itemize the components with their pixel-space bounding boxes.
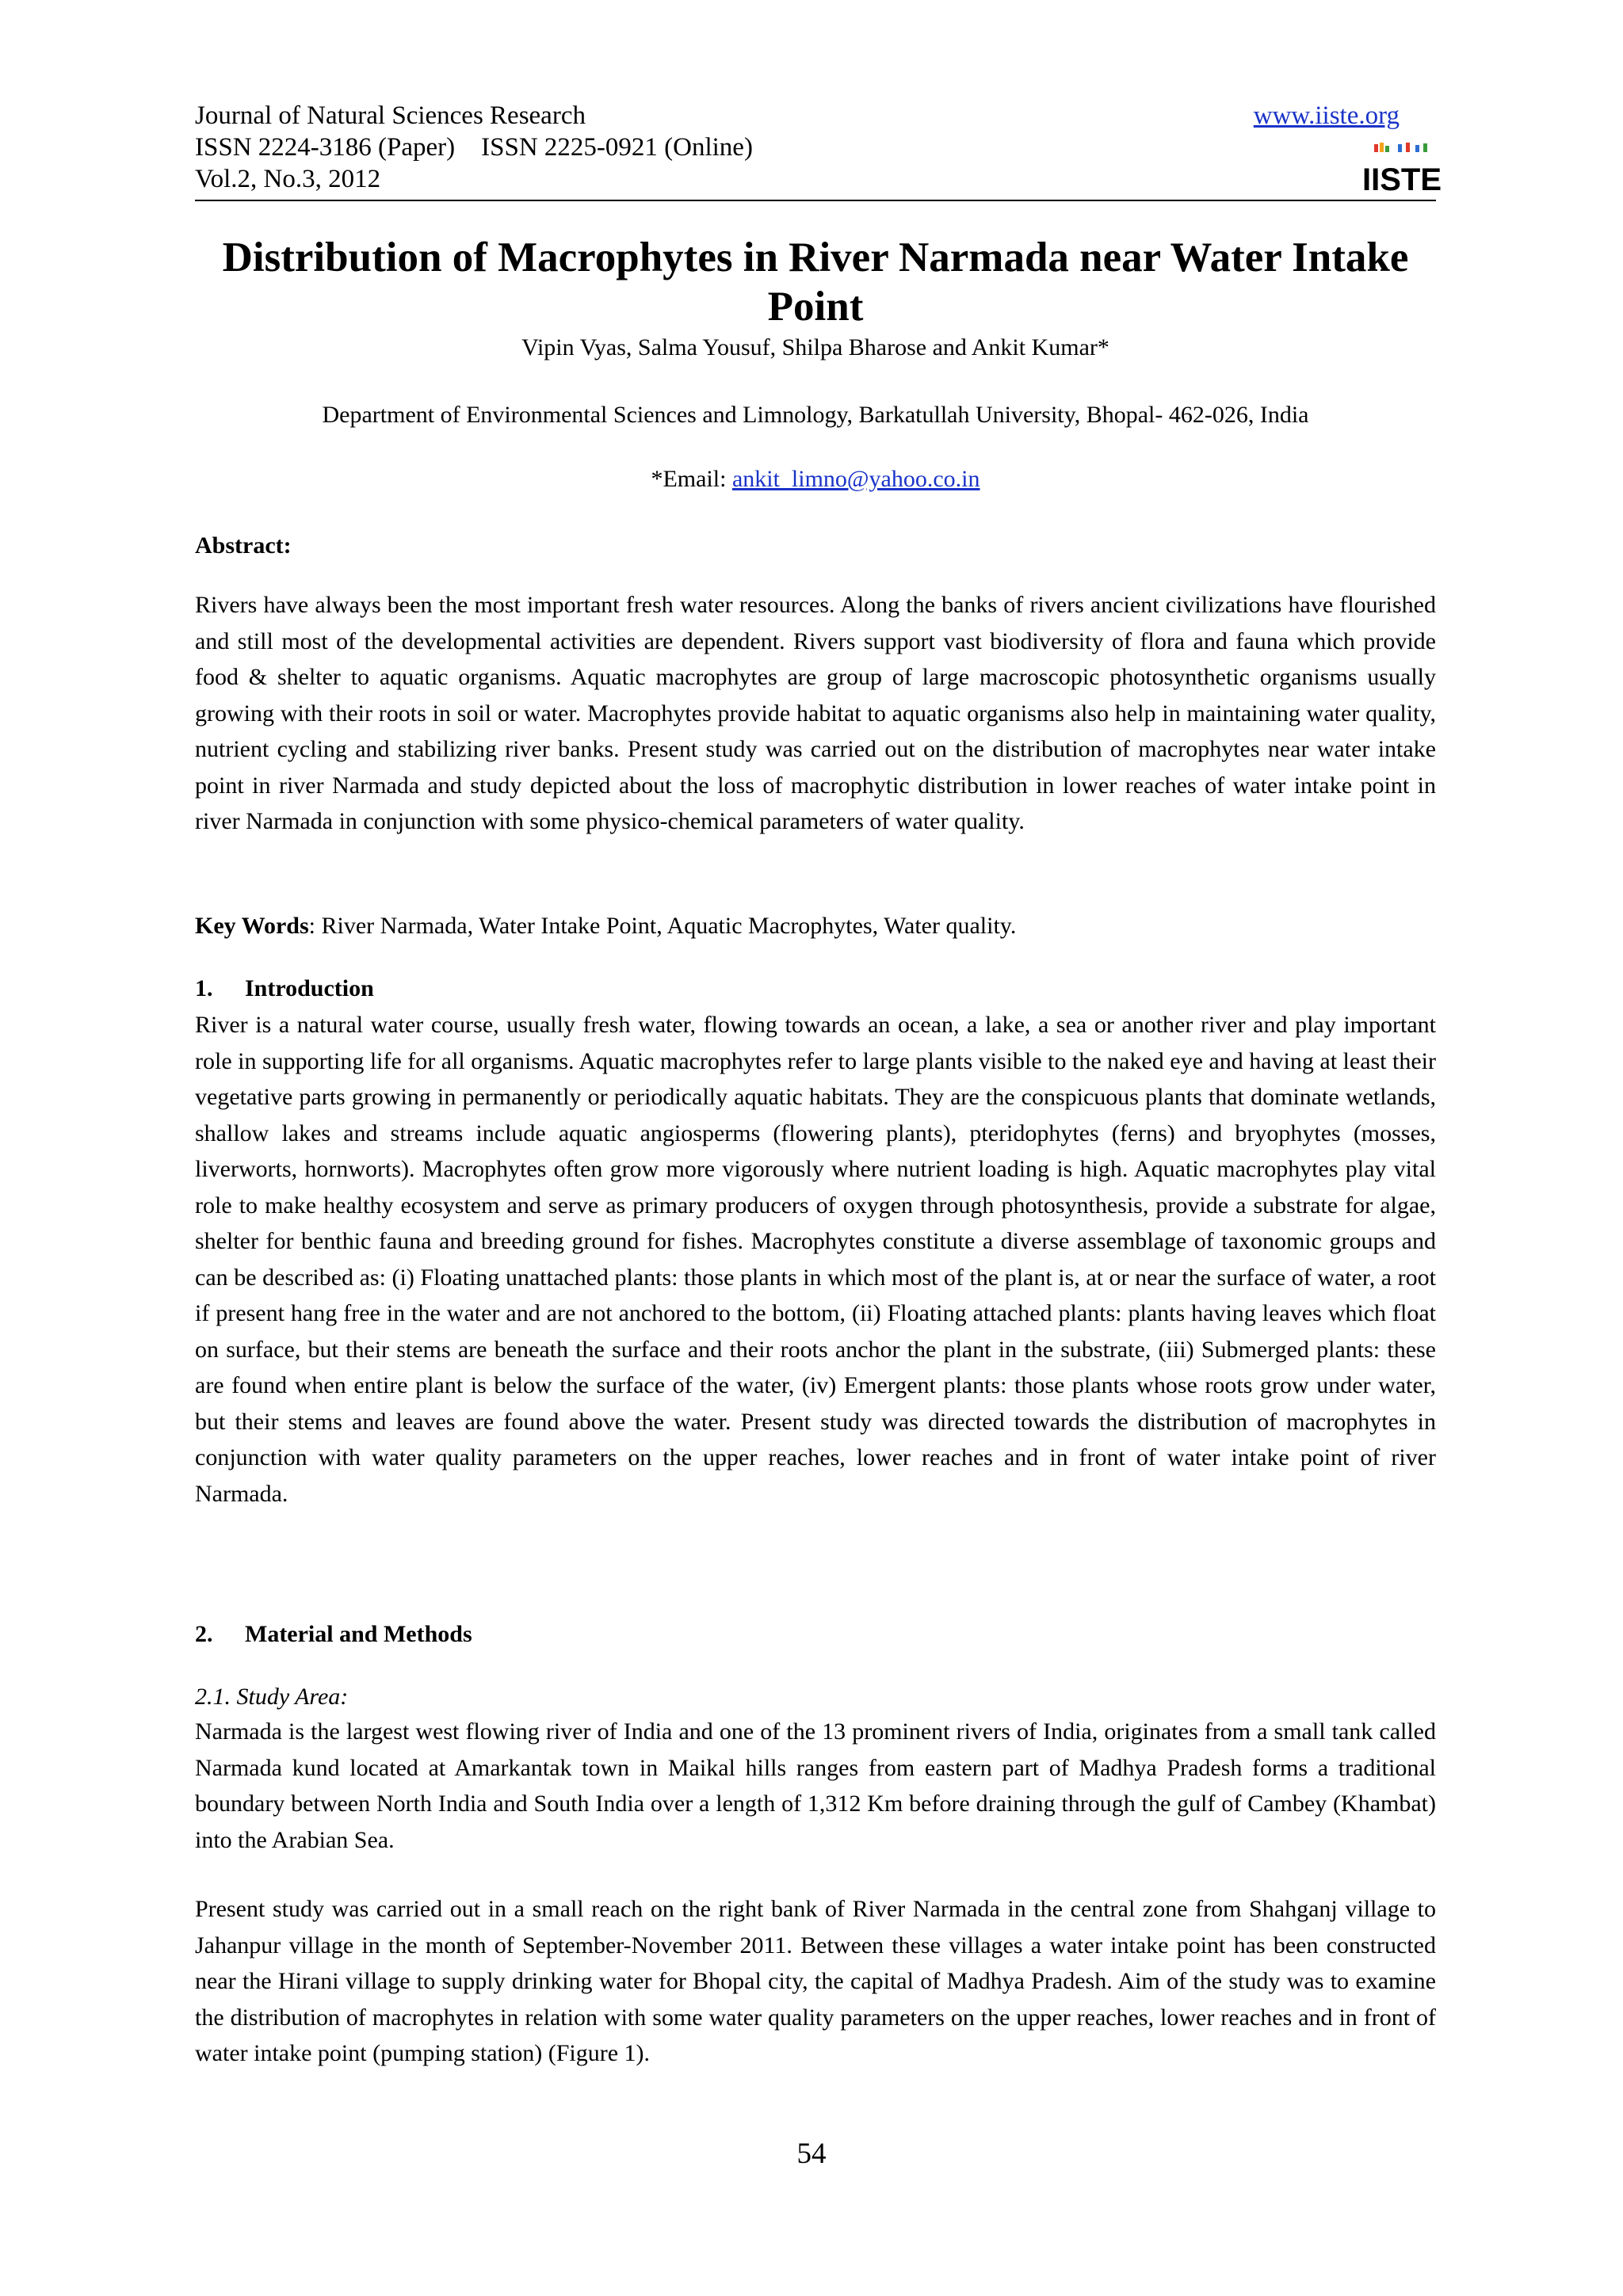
abstract-heading: Abstract: <box>195 532 292 559</box>
paper-authors: Vipin Vyas, Salma Yousuf, Shilpa Bharose and Ankit Kumar* <box>521 334 1109 360</box>
journal-header <box>195 100 1442 198</box>
journal-volume: Vol.2, No.3, 2012 <box>195 165 381 193</box>
introduction-title: Introduction <box>245 975 374 1001</box>
study-area-paragraph-1: Narmada is the largest west flowing river of India and one of the 13 prominent rivers of India, originates from a small tank called Narmada kund located at Amarkantak town in Maikal hills ranges from eastern part of Madhya Pradesh forms a traditional boundary between North India and South India over a length of 1,312 Km before draining through the gulf of Cambey (Khambat) into the Arabian Sea. <box>195 1718 1436 1853</box>
keywords <box>195 908 1436 944</box>
email-label: *Email: <box>651 466 732 492</box>
email-link[interactable]: ankit_limno@yahoo.co.in <box>731 466 980 492</box>
keywords-label: Key Words <box>195 913 309 939</box>
introduction-number: 1. <box>195 975 213 1001</box>
iiste-logo <box>1361 141 1442 198</box>
keywords-text: : River Narmada, Water Intake Point, Aquatic Macrophytes, Water quality. <box>308 913 1017 939</box>
introduction-heading <box>195 971 1436 1007</box>
introduction-text: River is a natural water course, usually fresh water, flowing towards an ocean, a lake, a sea or another river and play important role in supporting life for all organisms. Aquatic macrophytes refer to large plants visible to the naked eye and having at least their vegetative parts growing in permanently or periodically aquatic habitats. They are the conspicuous plants that dominate wetlands, shallow lakes and streams include aquatic angiosperms (flowering plants), pteridophytes (ferns) and bryophytes (mosses, liverworts, hornworts). Macrophytes often grow more vigorously where nutrient loading is high. Aquatic macrophytes play vital role to make healthy ecosystem and serve as primary producers of oxygen through photosynthesis, provide a substrate for algae, shelter for benthic fauna and breeding ground for fishes. Macrophytes constitute a diverse assemblage of taxonomic groups and can be described as: (i) Floating unattached plants: those plants in which most of the plant is, at or near the surface of water, a root if present hang free in the water and are not anchored to the bottom, (ii) Floating attached plants: plants having leaves which float on surface, but their stems are beneath the surface and their roots anchor the plant in the substrate, (iii) Submerged plants: these are found when entire plant is below the surface of the water, (iv) Emergent plants: those plants whose roots grow under water, but their stems and leaves are found above the water. Present study was directed towards the distribution of macrophytes in conjunction with water quality parameters on the upper reaches, lower reaches and in front of water intake point of river Narmada. <box>195 1012 1436 1507</box>
journal-name: Journal of Natural Sciences Research <box>195 101 586 130</box>
study-area-paragraph-2: Present study was carried out in a small reach on the right bank of River Narmada in the central zone from Shahganj village to Jahanpur village in the month of September-November 2011. Between these villages a water intake point has been constructed near the Hirani village to supply drinking water for Bhopal city, the capital of Madhya Pradesh. Aim of the study was to examine the distribution of macrophytes in relation with some water quality parameters on the upper reaches, lower reaches and in front of water intake point (pumping station) (Figure 1). <box>195 1896 1436 2066</box>
journal-url-link[interactable]: www.iiste.org <box>1253 101 1400 130</box>
page-number: 54 <box>796 2138 827 2170</box>
corresponding-email <box>195 464 1436 494</box>
paper-affiliation: Department of Environmental Sciences and Limnology, Barkatullah University, Bhopal- 462-026, India <box>322 402 1309 428</box>
header-rule <box>195 200 1436 201</box>
methods-title: Material and Methods <box>245 1621 472 1647</box>
methods-heading <box>195 1616 1436 1653</box>
paper-title: Distribution of Macrophytes in River Narmada near Water Intake Point <box>222 235 1409 330</box>
methods-number: 2. <box>195 1621 213 1647</box>
logo-text: IISTE <box>1361 162 1442 197</box>
study-area-subheading: 2.1. Study Area: <box>195 1684 349 1710</box>
abstract-text: Rivers have always been the most important fresh water resources. Along the banks of rivers ancient civilizations have flourished and still most of the developmental activities are dependent. Rivers support vast biodiversity of flora and fauna which provide food & shelter to aquatic organisms. Aquatic macrophytes are group of large macroscopic photosynthetic organisms usually growing with their roots in soil or water. Macrophytes provide habitat to aquatic organisms also help in maintaining water quality, nutrient cycling and stabilizing river banks. Present study was carried out on the distribution of macrophytes near water intake point in river Narmada and study depicted about the loss of macrophytic distribution in lower reaches of water intake point in river Narmada in conjunction with some physico-chemical parameters of water quality. <box>195 592 1436 834</box>
journal-issn: ISSN 2224-3186 (Paper) ISSN 2225-0921 (Online) <box>195 133 753 162</box>
